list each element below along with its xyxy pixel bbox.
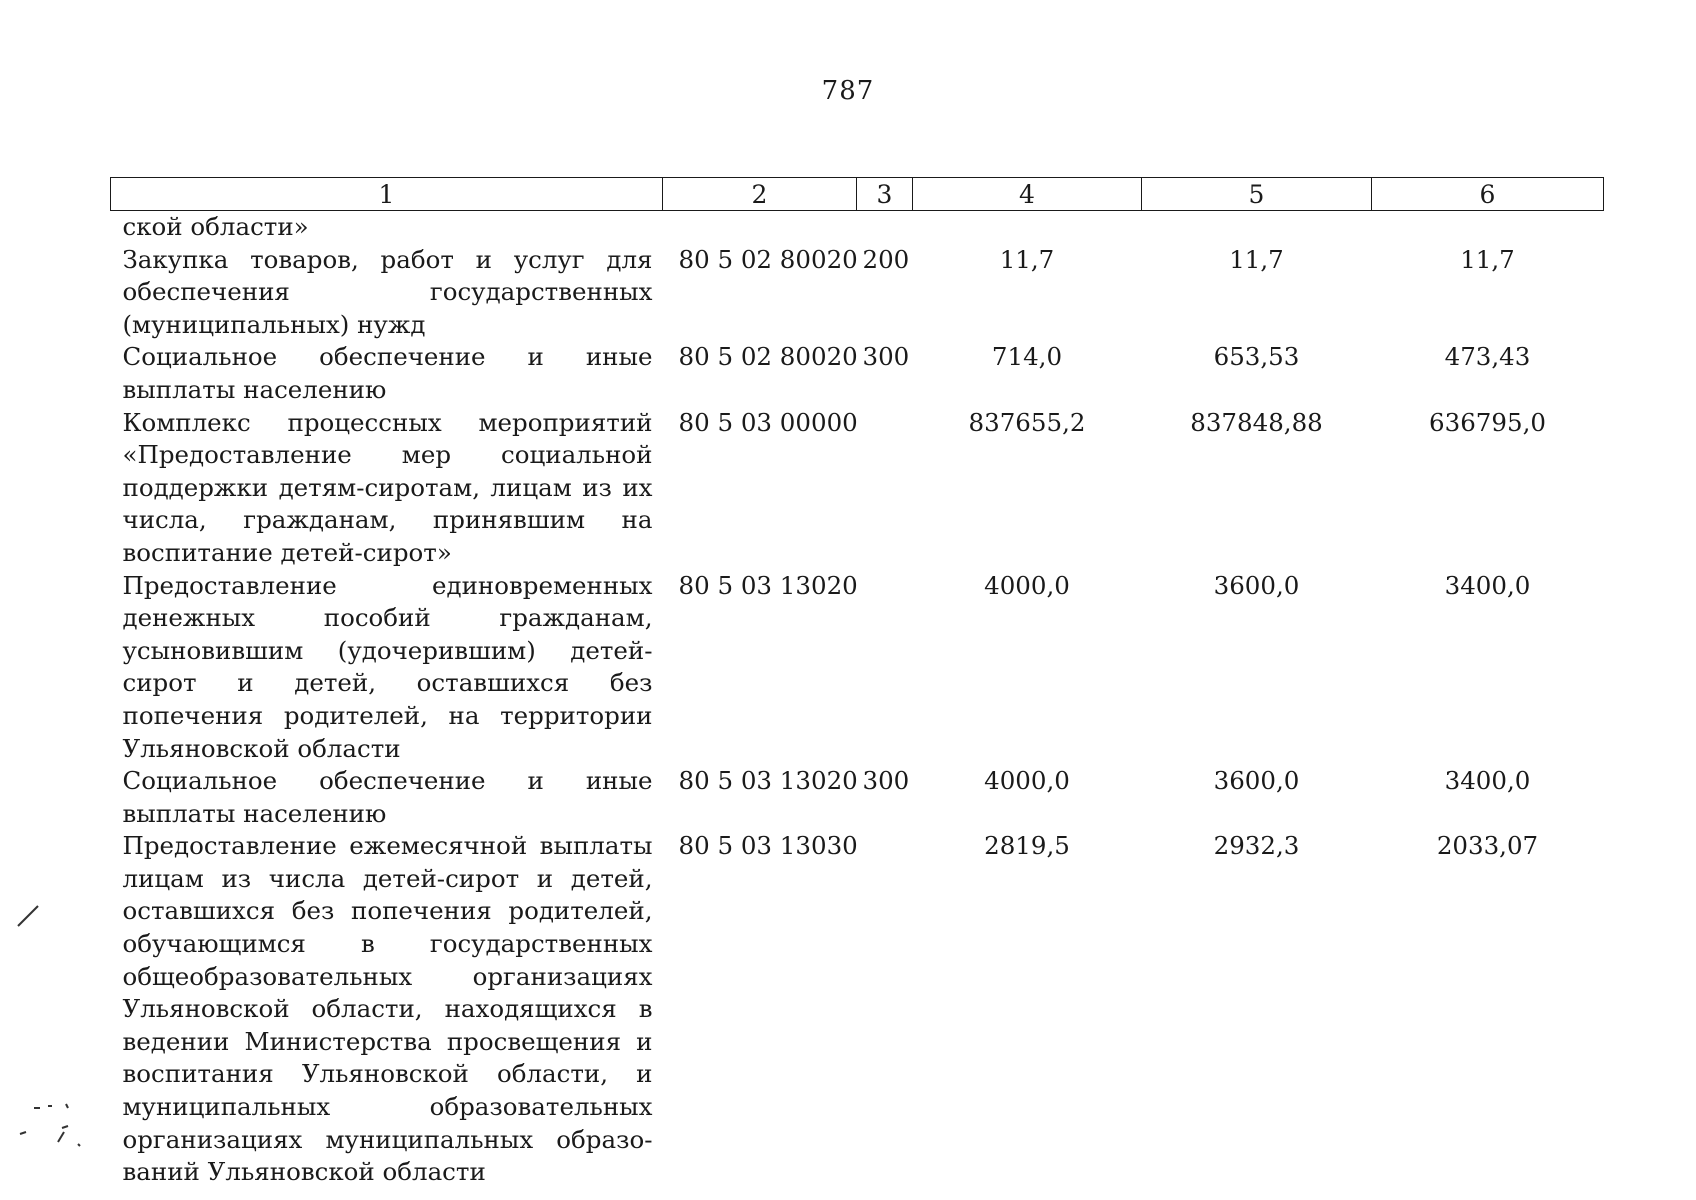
column-header-6: 6 [1372,178,1604,211]
table-row [111,211,1604,244]
column-header-5: 5 [1142,178,1372,211]
row-value-5 [1142,211,1372,244]
row-target-code: 80 5 03 13020 [678,766,858,796]
column-header-1: 1 [111,178,663,211]
row-value-5: 2932,3 [1213,831,1300,861]
row-expense-type [857,830,913,1189]
row-value-6: 636795,0 [1429,407,1546,437]
row-value-6: 2033,07 [1436,831,1539,861]
row-value-6: 3400,0 [1444,570,1531,600]
row-value-5: 11,7 [1229,244,1284,274]
row-value-4 [913,211,1142,244]
row-expense-type [857,570,913,766]
row-value-5: 653,53 [1213,342,1300,372]
row-target-code: 80 5 03 13020 [678,570,858,600]
row-target-code: 80 5 02 80020 [678,244,858,274]
row-expense-type: 200 [862,244,910,274]
table-row [111,407,1604,570]
row-value-5: 3600,0 [1213,570,1300,600]
row-expense-type [857,211,913,244]
row-expense-type [857,407,913,570]
column-header-4: 4 [913,178,1142,211]
row-target-code: 80 5 02 80020 [678,342,858,372]
table-row [111,830,1604,1189]
table-header-row [111,178,1604,211]
row-value-4: 11,7 [999,244,1055,274]
table-row [111,341,1604,406]
row-name: Комплекс процессных мероприятий «Предоставление мер социальной поддержки детям-сиротам, лицам из их числа, гражданам, принявшим на воспитание детей-сирот» [122,407,653,567]
column-header-3: 3 [857,178,913,211]
scan-mark [14,1098,84,1158]
table-row [111,570,1604,766]
row-target-code [663,211,857,244]
budget-table [110,177,1604,1189]
page-number: 787 [821,76,875,106]
row-value-4: 837655,2 [968,407,1086,437]
table-row [111,765,1604,830]
row-name: Социальное обеспечение и иные выплаты населению [122,342,653,404]
row-target-code: 80 5 03 13030 [678,831,858,861]
row-name: Предоставление единовременных денежных пособий гражданам, усыновившим (удочерившим) детей-сирот и детей, оставшихся без попечения родителей, на территории Ульяновской области [122,570,653,763]
row-value-4: 4000,0 [984,766,1070,796]
row-name: Социальное обеспечение и иные выплаты населению [122,766,653,828]
row-value-6: 3400,0 [1444,766,1531,796]
column-header-2: 2 [663,178,857,211]
row-value-4: 2819,5 [984,831,1070,861]
row-value-5: 837848,88 [1190,407,1323,437]
row-name: ской области» [122,212,309,241]
row-name: Закупка товаров, работ и услуг для обеспечения государственных (муниципальных) нужд [122,244,653,339]
row-value-6 [1372,211,1604,244]
row-expense-type: 300 [862,766,910,796]
scan-mark [14,900,44,930]
row-name: Предоставление ежемесячной выплаты лицам из числа детей-сирот и детей, оставшихся без попечения родителей, обучающимся в государственных общеобразовательных организациях Ульяновской области, находящихся в ведении Министерства просвещения и воспитания Ульяновской области, и муниципальных образовательных организациях муниципальных образований Ульяновской области [122,831,653,1187]
table-row [111,244,1604,342]
row-value-6: 11,7 [1460,244,1515,274]
row-value-4: 714,0 [991,342,1063,372]
row-value-5: 3600,0 [1213,766,1300,796]
row-expense-type: 300 [862,342,910,372]
row-value-4: 4000,0 [984,570,1070,600]
row-target-code: 80 5 03 00000 [678,407,858,437]
row-value-6: 473,43 [1444,342,1531,372]
